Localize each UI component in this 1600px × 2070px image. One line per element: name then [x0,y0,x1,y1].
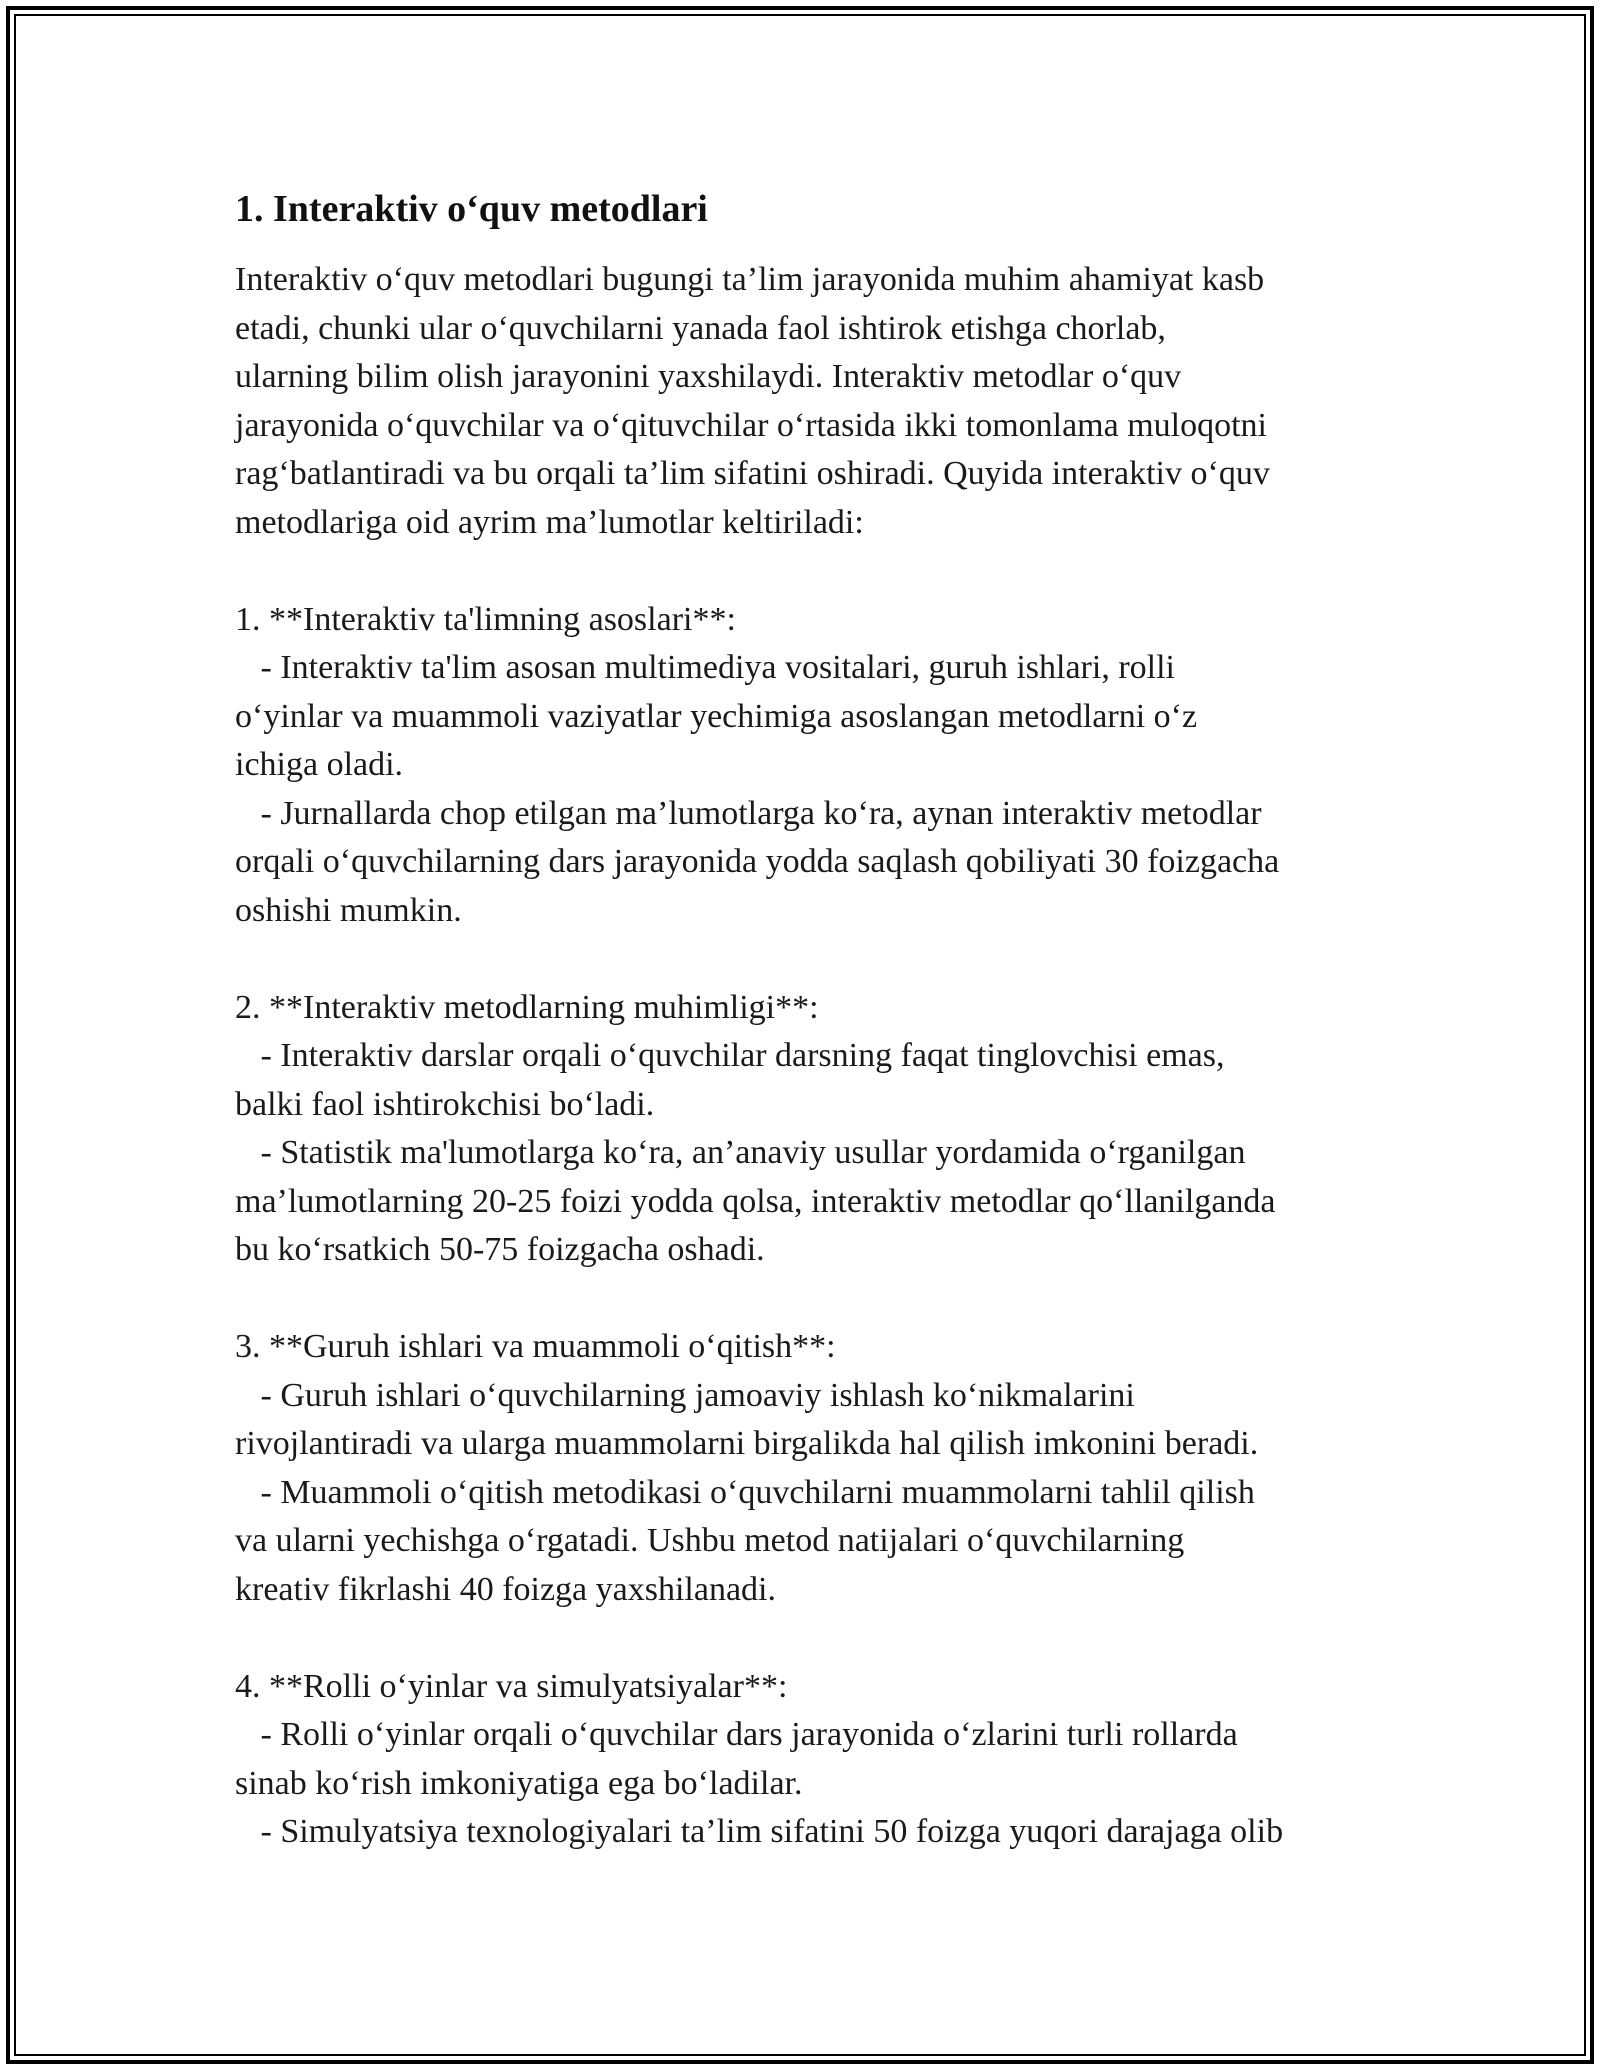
section-title: 4. **Rolli o‘yinlar va simulyatsiyalar**: [235,1667,788,1705]
section-line: o‘yinlar va muammoli vaziyatlar yechimiga asoslangan metodlarni o‘z [235,697,1198,735]
section-2 [235,984,1395,1275]
paragraph-line: metodlariga oid ayrim ma’lumotlar keltiriladi: [235,503,864,541]
section-line: orqali o‘quvchilarning dars jarayonida yodda saqlash qobiliyati 30 foizgacha [235,843,1280,880]
spacer [235,1275,1395,1324]
section-line: balki faol ishtirokchisi bo‘ladi. [235,1085,655,1123]
intro-paragraph [235,256,1395,547]
section-line: ichiga oladi. [235,746,404,783]
section-1 [235,596,1395,936]
paragraph-line: jarayonida o‘quvchilar va o‘qituvchilar o‘rtasida ikki tomonlama muloqotni [235,406,1268,444]
document-heading: 1. Interaktiv o‘quv metodlari [235,188,708,230]
section-line: va ularni yechishga o‘rgatadi. Ushbu metod natijalari o‘quvchilarning [235,1522,1185,1559]
section-line: ma’lumotlarning 20-25 foizi yodda qolsa, interaktiv metodlar qo‘llanilganda [235,1182,1276,1220]
section-line: - Interaktiv ta'lim asosan multimediya vositalari, guruh ishlari, rolli [235,649,1175,686]
paragraph-line: ularning bilim olish jarayonini yaxshilaydi. Interaktiv metodlar o‘quv [235,358,1182,395]
spacer [235,547,1395,596]
document-body [235,185,1395,1857]
paragraph-line: Interaktiv o‘quv metodlari bugungi ta’lim jarayonida muhim ahamiyat kasb [235,261,1265,298]
section-line: kreativ fikrlashi 40 foizga yaxshilanadi. [235,1570,776,1608]
section-4 [235,1663,1395,1857]
section-line: - Statistik ma'lumotlarga ko‘ra, an’anaviy usullar yordamida o‘rganilgan [235,1134,1246,1171]
paragraph-line: rag‘batlantiradi va bu orqali ta’lim sifatini oshiradi. Quyida interaktiv o‘quv [235,455,1270,492]
section-line: bu ko‘rsatkich 50-75 foizgacha oshadi. [235,1231,765,1268]
section-line: - Interaktiv darslar orqali o‘quvchilar darsning faqat tinglovchisi emas, [235,1037,1225,1074]
section-3 [235,1323,1395,1614]
section-line: sinab ko‘rish imkoniyatiga ega bo‘ladilar. [235,1764,803,1802]
section-line: - Guruh ishlari o‘quvchilarning jamoaviy ishlash ko‘nikmalarini [235,1376,1135,1414]
section-line: rivojlantiradi va ularga muammolarni birgalikda hal qilish imkonini beradi. [235,1425,1259,1462]
section-title: 3. **Guruh ishlari va muammoli o‘qitish**: [235,1328,836,1365]
paragraph-line: etadi, chunki ular o‘quvchilarni yanada faol ishtirok etishga chorlab, [235,309,1166,347]
spacer [235,1614,1395,1663]
section-title: 2. **Interaktiv metodlarning muhimligi**: [235,988,819,1026]
section-line: - Jurnallarda chop etilgan ma’lumotlarga ko‘ra, aynan interaktiv metodlar [235,794,1262,832]
spacer [235,935,1395,984]
section-title: 1. **Interaktiv ta'limning asoslari**: [235,600,736,638]
section-line: - Rolli o‘yinlar orqali o‘quvchilar dars jarayonida o‘zlarini turli rollarda [235,1716,1238,1753]
section-line: - Muammoli o‘qitish metodikasi o‘quvchilarni muammolarni tahlil qilish [235,1473,1255,1511]
section-line: oshishi mumkin. [235,891,462,929]
section-line: - Simulyatsiya texnologiyalari ta’lim sifatini 50 foizga yuqori darajaga olib [235,1813,1284,1850]
